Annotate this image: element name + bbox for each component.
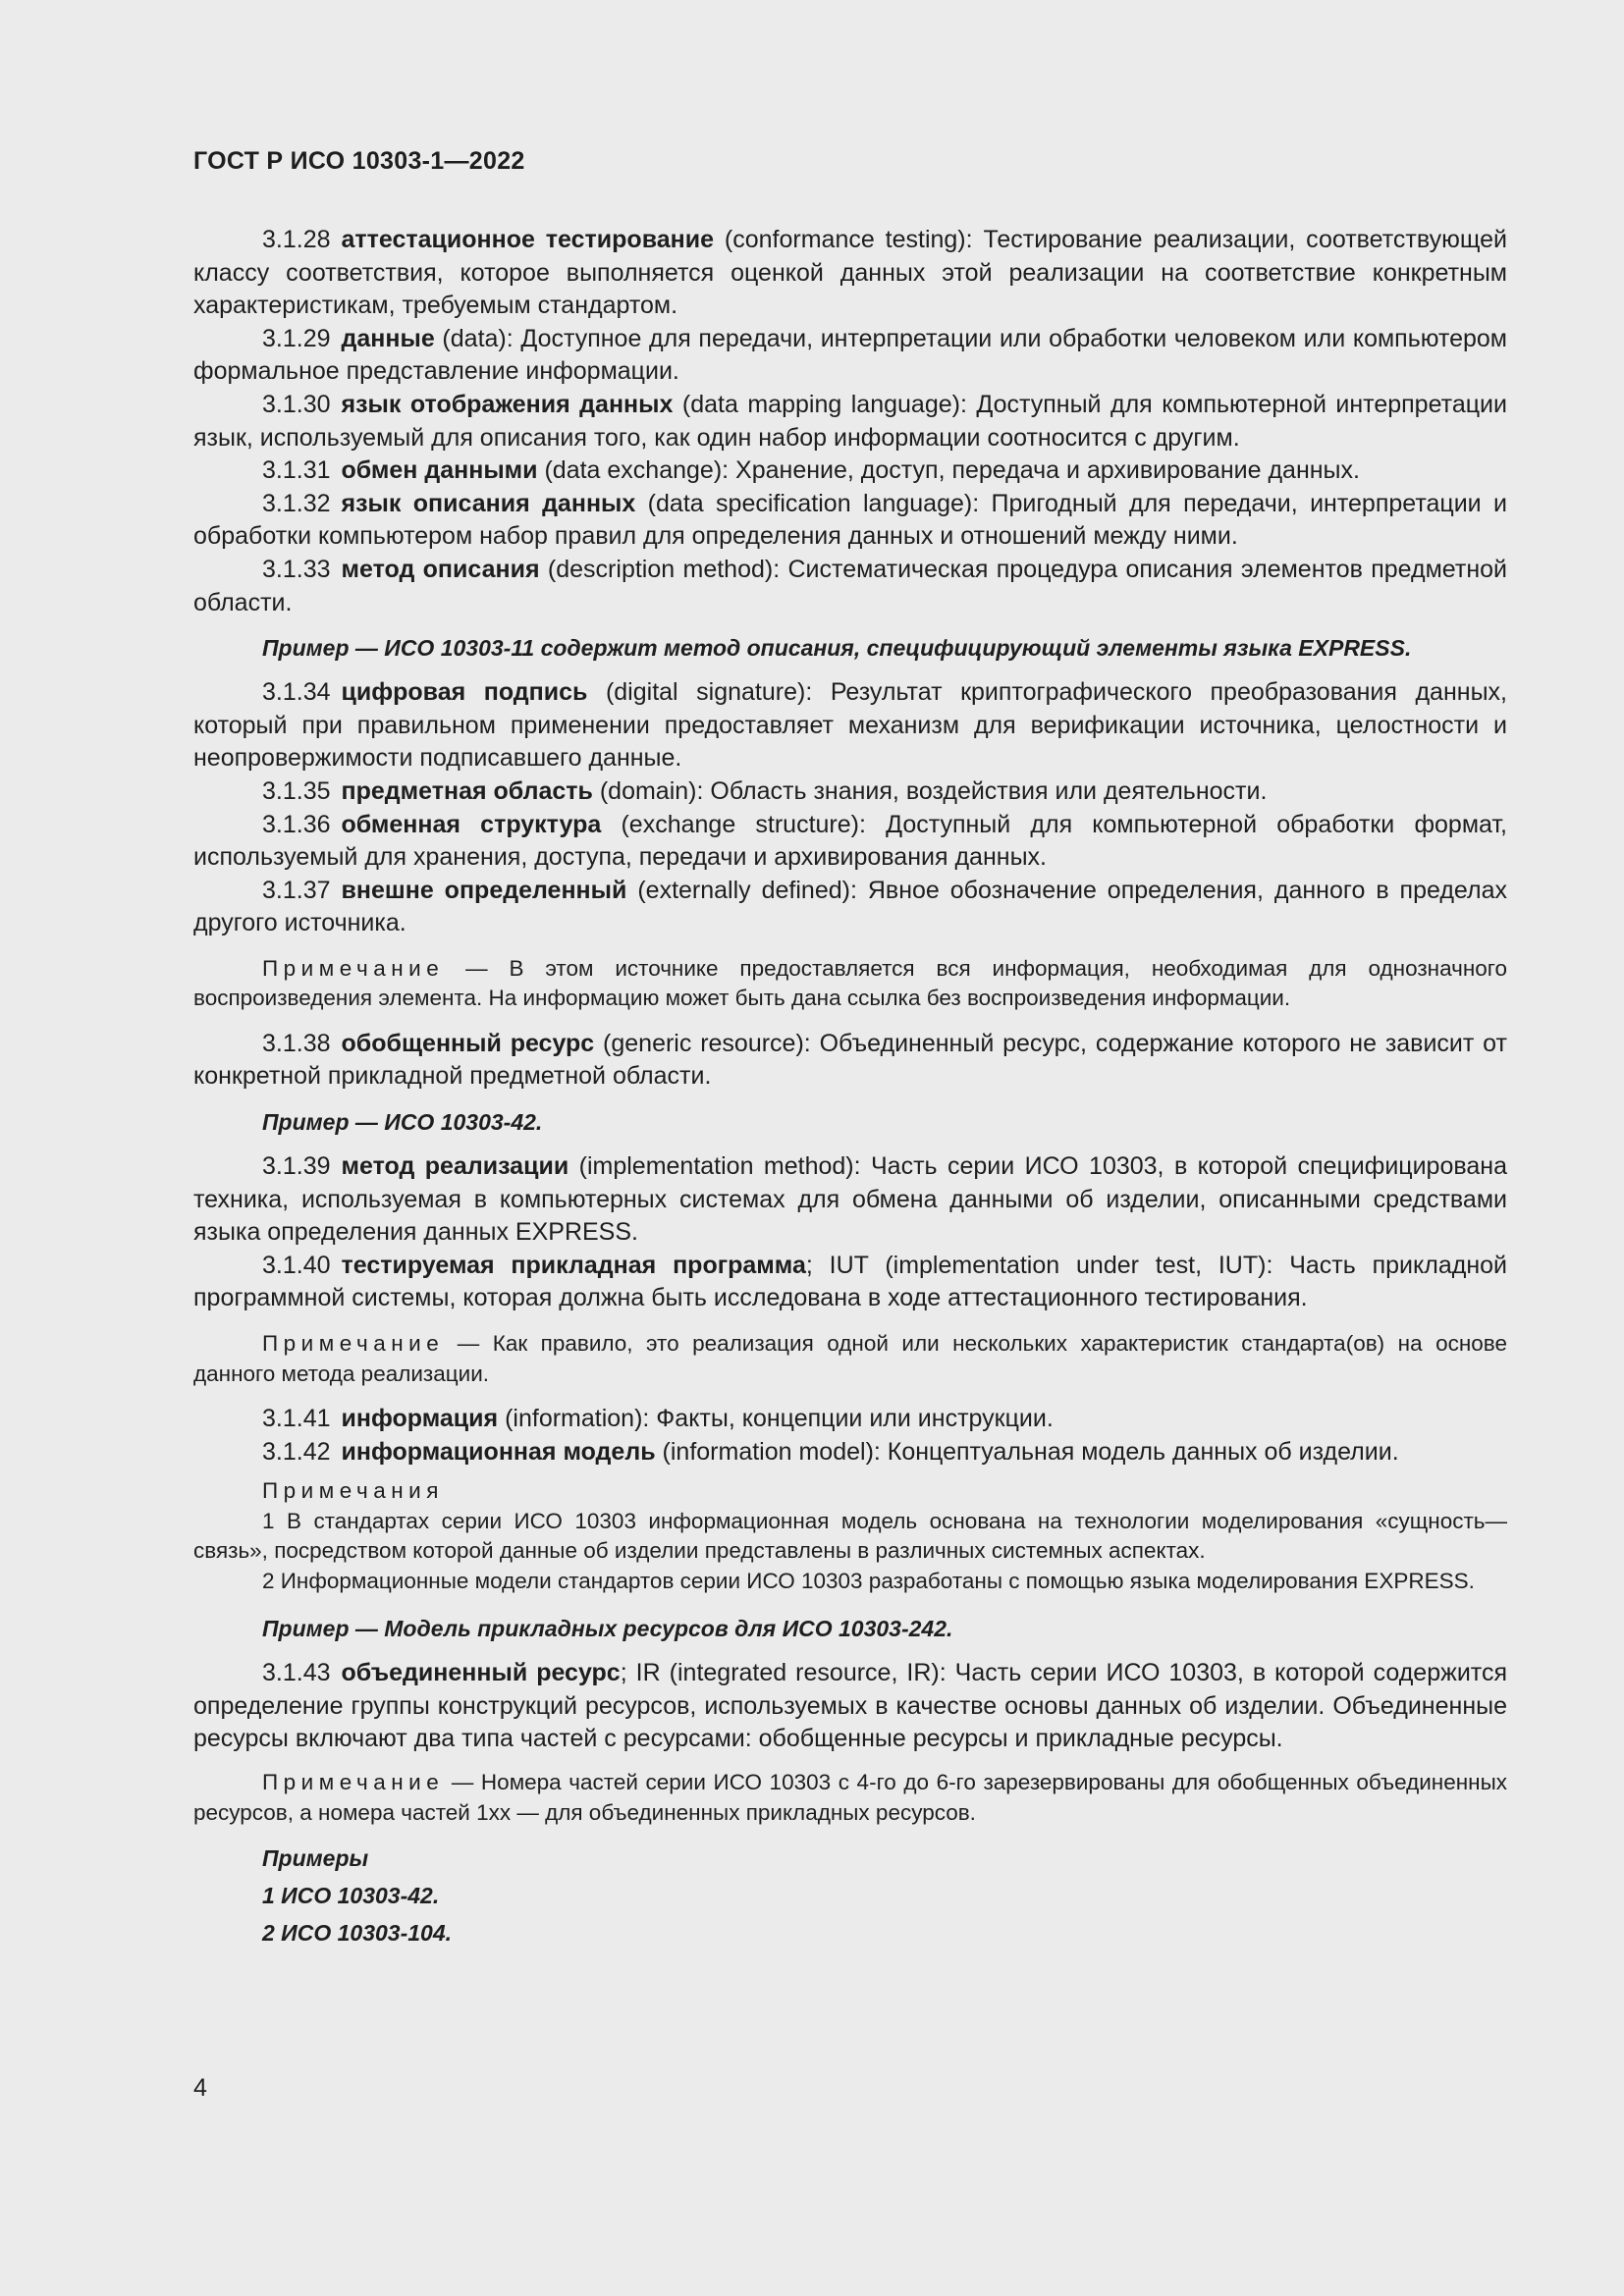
term-definition: (domain): Область знания, воздействия или деятельности. xyxy=(592,776,1268,805)
term-number: 3.1.39 xyxy=(262,1152,331,1181)
term-name: метод описания xyxy=(341,555,540,583)
term-definition: (exchange structure): Доступный для компьютерной обработки формат, используемый для хранения, доступа, передачи и архивирования данных. xyxy=(193,810,1507,872)
notes-label: Примечания xyxy=(262,1478,444,1504)
term-entry xyxy=(193,1250,1507,1315)
term-name: метод реализации xyxy=(341,1152,569,1181)
note-item: 2 Информационные модели стандартов серии ИСО 10303 разработаны с помощью языка моделирования EXPRESS. xyxy=(262,1568,1475,1593)
term-number: 3.1.34 xyxy=(262,678,331,707)
term-name: язык отображения данных xyxy=(341,390,674,418)
term-number: 3.1.31 xyxy=(262,456,331,485)
term-entry xyxy=(193,875,1507,940)
example-text: Пример — Модель прикладных ресурсов для ИСО 10303-242. xyxy=(262,1616,953,1642)
note-body: — В этом источнике предоставляется вся информация, необходимая для однозначного воспроизведения элемента. На информацию может быть дана ссылка без воспроизведения информации. xyxy=(193,955,1507,1011)
term-number: 3.1.40 xyxy=(262,1251,331,1279)
term-name: информационная модель xyxy=(341,1437,656,1466)
term-name: объединенный ресурс xyxy=(341,1659,621,1687)
example-text: Пример — ИСО 10303-42. xyxy=(262,1109,543,1136)
term-entry xyxy=(193,809,1507,875)
term-entry xyxy=(193,676,1507,775)
term-definition: (conformance testing): Тестирование реализации, соответствующей классу соответствия, которое выполняется оценкой данных этой реализации на соответствие конкретным характеристикам, требуемым стандартом. xyxy=(193,226,1507,320)
term-entry xyxy=(193,1403,1507,1436)
note-body: — Как правило, это реализация одной или нескольких характеристик стандарта(ов) на основе данного метода реализации. xyxy=(193,1331,1507,1386)
term-name: информация xyxy=(341,1405,499,1433)
term-definition: (data mapping language): Доступный для компьютерной интерпретации язык, используемый для описания того, как один набор информации соотносится с другим. xyxy=(193,390,1507,452)
term-number: 3.1.36 xyxy=(262,810,331,838)
term-entry xyxy=(193,1028,1507,1094)
example-item: 1 ИСО 10303-42. xyxy=(262,1883,440,1908)
term-number: 3.1.42 xyxy=(262,1437,331,1466)
term-entry xyxy=(193,454,1507,488)
term-definition: (information model): Концептуальная модель данных об изделии. xyxy=(655,1437,1399,1466)
term-name: аттестационное тестирование xyxy=(341,226,715,253)
term-name: обобщенный ресурс xyxy=(341,1029,595,1057)
term-entry xyxy=(193,488,1507,554)
term-number: 3.1.32 xyxy=(262,489,331,517)
term-definition: (data specification language): Пригодный для передачи, интерпретации и обработки компьютером набор правил для определения данных и отношений между ними. xyxy=(193,489,1507,551)
term-entry xyxy=(193,775,1507,809)
term-entry xyxy=(193,389,1507,454)
term-name: обменная структура xyxy=(341,810,602,838)
term-entry xyxy=(193,1150,1507,1250)
term-number: 3.1.28 xyxy=(262,226,331,253)
term-number: 3.1.43 xyxy=(262,1659,331,1687)
term-entry xyxy=(193,1657,1507,1756)
term-definition: (data exchange): Хранение, доступ, передача и архивирование данных. xyxy=(537,456,1360,485)
term-name: тестируемая прикладная программа xyxy=(341,1251,806,1279)
term-definition: ; IR (integrated resource, IR): Часть серии ИСО 10303, в которой содержится определение группы конструкций ресурсов, используемых в качестве основы данных об изделии. Объединенные ресурсы включают два типа частей с ресурсами: обобщенные ресурсы и прикладные ресурсы. xyxy=(193,1659,1508,1753)
note-label: Примечание xyxy=(262,1770,445,1794)
term-name: внешне определенный xyxy=(341,876,627,904)
term-definition: (description method): Систематическая процедура описания элементов предметной области. xyxy=(193,555,1507,616)
term-entry xyxy=(193,1436,1507,1469)
term-number: 3.1.33 xyxy=(262,555,331,583)
term-definition: ; IUT (implementation under test, IUT): Часть прикладной программной системы, которая должна быть исследована в ходе аттестационного тестирования. xyxy=(193,1251,1507,1312)
term-definition: (information): Факты, концепции или инструкции. xyxy=(498,1405,1054,1433)
note-text xyxy=(193,1768,1507,1828)
term-number: 3.1.41 xyxy=(262,1405,331,1433)
document-header: ГОСТ Р ИСО 10303-1—2022 xyxy=(193,147,525,175)
note-label: Примечание xyxy=(262,1331,445,1357)
term-name: цифровая подпись xyxy=(341,678,588,707)
term-definition: (externally defined): Явное обозначение определения, данного в пределах другого источника. xyxy=(193,876,1508,937)
term-number: 3.1.37 xyxy=(262,876,331,904)
term-definition: (implementation method): Часть серии ИСО 10303, в которой специфицирована техника, используемая в компьютерных системах для обмена данными об изделии, описанными средствами языка определения данных EXPRESS. xyxy=(193,1152,1507,1247)
page-number: 4 xyxy=(193,2074,207,2102)
term-definition: (data): Доступное для передачи, интерпретации или обработки человеком или компьютером формальное представление информации. xyxy=(193,324,1507,386)
term-number: 3.1.38 xyxy=(262,1029,331,1057)
term-entry xyxy=(193,554,1507,619)
term-entry xyxy=(193,323,1507,389)
term-definition: (generic resource): Объединенный ресурс, содержание которого не зависит от конкретной прикладной предметной области. xyxy=(193,1029,1507,1091)
note-item: 1 В стандартах серии ИСО 10303 информационная модель основана на технологии моделирования «сущность—связь», посредством которой данные об изделии представлены в различных системных аспектах. xyxy=(193,1508,1507,1564)
examples-label: Примеры xyxy=(262,1845,369,1871)
term-number: 3.1.35 xyxy=(262,776,331,805)
term-number: 3.1.29 xyxy=(262,324,331,352)
note-text xyxy=(193,1329,1507,1389)
note-label: Примечание xyxy=(262,955,445,981)
term-number: 3.1.30 xyxy=(262,390,331,418)
term-name: язык описания данных xyxy=(341,489,636,517)
document-body xyxy=(193,224,1507,1951)
term-name: данные xyxy=(341,324,435,352)
term-definition: (digital signature): Результат криптографического преобразования данных, который при правильном применении предоставляет механизм для верификации источника, целостности и неопровержимости подписавшего данные. xyxy=(193,678,1507,773)
note-text xyxy=(193,954,1507,1014)
example-text: Пример — ИСО 10303-11 содержит метод описания, специфицирующий элементы языка EXPRESS. xyxy=(262,635,1412,662)
term-name: обмен данными xyxy=(341,456,538,485)
note-body: — Номера частей серии ИСО 10303 с 4-го до 6-го зарезервированы для обобщенных объединенных ресурсов, а номера частей 1хх — для объединенных прикладных ресурсов. xyxy=(193,1770,1507,1825)
example-item: 2 ИСО 10303-104. xyxy=(262,1920,452,1946)
term-entry xyxy=(193,224,1507,323)
term-name: предметная область xyxy=(341,776,593,805)
